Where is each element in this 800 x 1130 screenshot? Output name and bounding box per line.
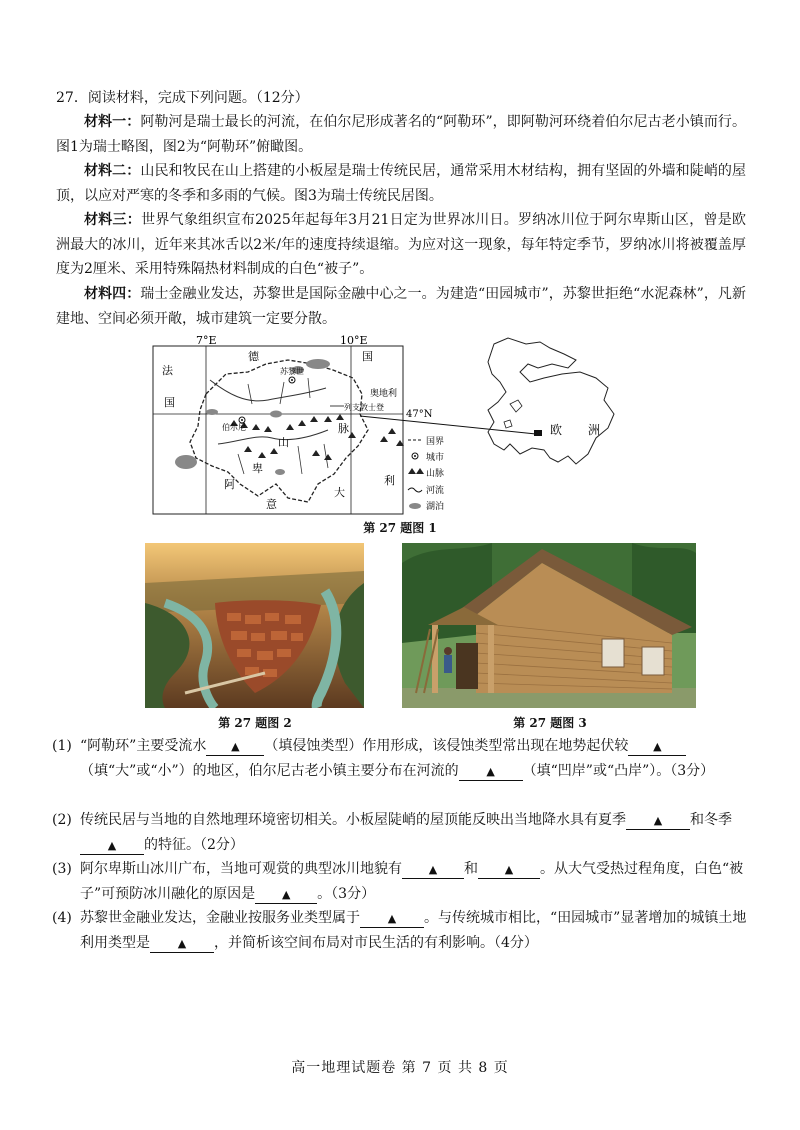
legend-border: 国界 [426,437,445,447]
legend-city: 城市 [426,453,445,463]
q4-text-1: 苏黎世金融业发达，金融业按服务业类型属于 [80,910,360,926]
q3-blank-2[interactable]: ▲ [478,862,540,879]
q2-blank-2[interactable]: ▲ [80,838,144,855]
europe-inset [488,338,614,464]
q1-text-4: （填“凹岸”或“凸岸”）。（3分） [522,762,715,779]
aare-loop-photo [145,543,364,708]
page-footer: 高一地理试题卷 第 7 页 共 8 页 [291,1060,509,1076]
wooden-house-photo [402,543,696,708]
q4-text-3: ，并简析该空间布局对市民生活的有利影响。（4分） [214,934,538,951]
question-3 [52,857,748,906]
lon-7-label: 7°E [196,334,217,347]
lat-47-label: 47°N [406,409,433,420]
fig3-caption: 第 27 题图 3 [513,716,587,730]
material-3-label: 材料三： [84,212,142,228]
legend-lake: 湖泊 [426,502,445,512]
material-4-text: 瑞士金融业发达，苏黎世是国际金融中心之一。为建造“田园城市”，苏黎世拒绝“水泥森林”，凡新建地、空间必须开敞，城市建筑一定要分散。 [56,286,746,327]
question-1-number: (1) [52,738,72,754]
label-austria: 奥地利 [370,389,398,399]
q1-text-1: “阿勒环”主要受流水 [80,738,207,754]
switzerland-map [148,334,768,524]
q2-text-3: 的特征。（2分） [144,836,244,853]
lon-10-label: 10°E [340,334,368,347]
question-2-number: (2) [52,812,72,828]
question-header: 27．阅读材料，完成下列问题。（12分） [56,90,309,106]
q3-text-2: 和 [464,861,478,877]
q3-text-1: 阿尔卑斯山冰川广布，当地可观赏的典型冰川地貌有 [80,861,402,877]
label-zurich: 苏黎世 [280,367,304,376]
label-bei: 卑 [252,462,263,475]
q2-text-1: 传统民居与当地的自然地理环境密切相关。小板屋陡峭的屋顶能反映出当地降水具有夏季 [80,812,626,828]
label-li: 利 [384,474,395,487]
question-4 [52,906,748,955]
q1-blank-2[interactable]: ▲ [628,739,686,756]
question-4-number: (4) [52,910,72,926]
material-4-label: 材料四： [84,286,141,302]
label-de: 德 [248,350,259,363]
label-liechtenstein: 列支敦士登 [344,403,384,412]
q2-text-2: 和冬季 [690,812,732,828]
q1-blank-3[interactable]: ▲ [459,764,523,781]
label-da: 大 [334,486,345,499]
label-guo-left: 国 [164,396,175,409]
q4-blank-1[interactable]: ▲ [360,911,424,928]
q4-blank-2[interactable]: ▲ [150,936,214,953]
material-2 [56,159,746,208]
q3-text-3: 。从大气受热过程角度，白色“被子”可预防冰川融化的原因是 [80,861,744,902]
label-bern: 伯尔尼 [222,423,246,432]
label-yi: 意 [266,498,277,511]
legend-mountain: 山脉 [426,469,445,479]
label-a: 阿 [224,478,235,491]
q2-blank-1[interactable]: ▲ [626,813,690,830]
fig2-caption: 第 27 题图 2 [218,716,292,730]
q3-blank-1[interactable]: ▲ [402,862,464,879]
q1-blank-1[interactable]: ▲ [206,739,264,756]
material-1-text: 阿勒河是瑞士最长的河流，在伯尔尼形成著名的“阿勒环”，即阿勒河环绕着伯尔尼古老小镇而行。图1为瑞士略图，图2为“阿勒环”俯瞰图。 [56,114,747,155]
q3-text-4: 。（3分） [317,885,376,902]
question-2 [52,808,748,857]
question-3-number: (3) [52,861,72,877]
q1-text-3: （填“大”或“小”）的地区，伯尔尼古老小镇主要分布在河流的 [80,762,459,779]
label-europe-ou: 欧 [550,423,563,437]
material-3-text: 世界气象组织宣布2025年起每年3月21日定为世界冰川日。罗纳冰川位于阿尔卑斯山区，曾是欧洲最大的冰川，近年来其冰舌以2米/年的速度持续退缩。为应对这一现象，每年特定季节，罗纳冰川将被覆盖厚度为2厘米、采用特殊隔热材料制成的白色“被子”。 [56,212,746,277]
label-europe-zhou: 洲 [588,423,601,437]
map-legend [408,436,444,512]
material-3 [56,208,746,282]
label-shan: 山 [278,436,289,449]
label-fa: 法 [162,364,173,377]
q1-text-2: （填侵蚀类型）作用形成，该侵蚀类型常出现在地势起伏较 [264,738,629,754]
question-1 [52,734,748,783]
label-guo-right: 国 [362,350,373,363]
material-2-label: 材料二： [84,163,141,179]
material-4 [56,282,746,331]
label-mai: 脉 [338,422,349,435]
q3-blank-3[interactable]: ▲ [255,887,317,904]
material-1-label: 材料一： [84,114,141,130]
legend-river: 河流 [426,486,445,496]
material-2-text: 山民和牧民在山上搭建的小板屋是瑞士传统民居，通常采用木材结构，拥有坚固的外墙和陡峭的屋顶，以应对严寒的冬季和多雨的气候。图3为瑞士传统民居图。 [56,163,747,204]
q4-text-2: 。与传统城市相比，“田园城市”显著增加的城镇土地利用类型是 [80,910,747,951]
material-1 [56,110,746,159]
fig1-caption: 第 27 题图 1 [363,521,437,535]
